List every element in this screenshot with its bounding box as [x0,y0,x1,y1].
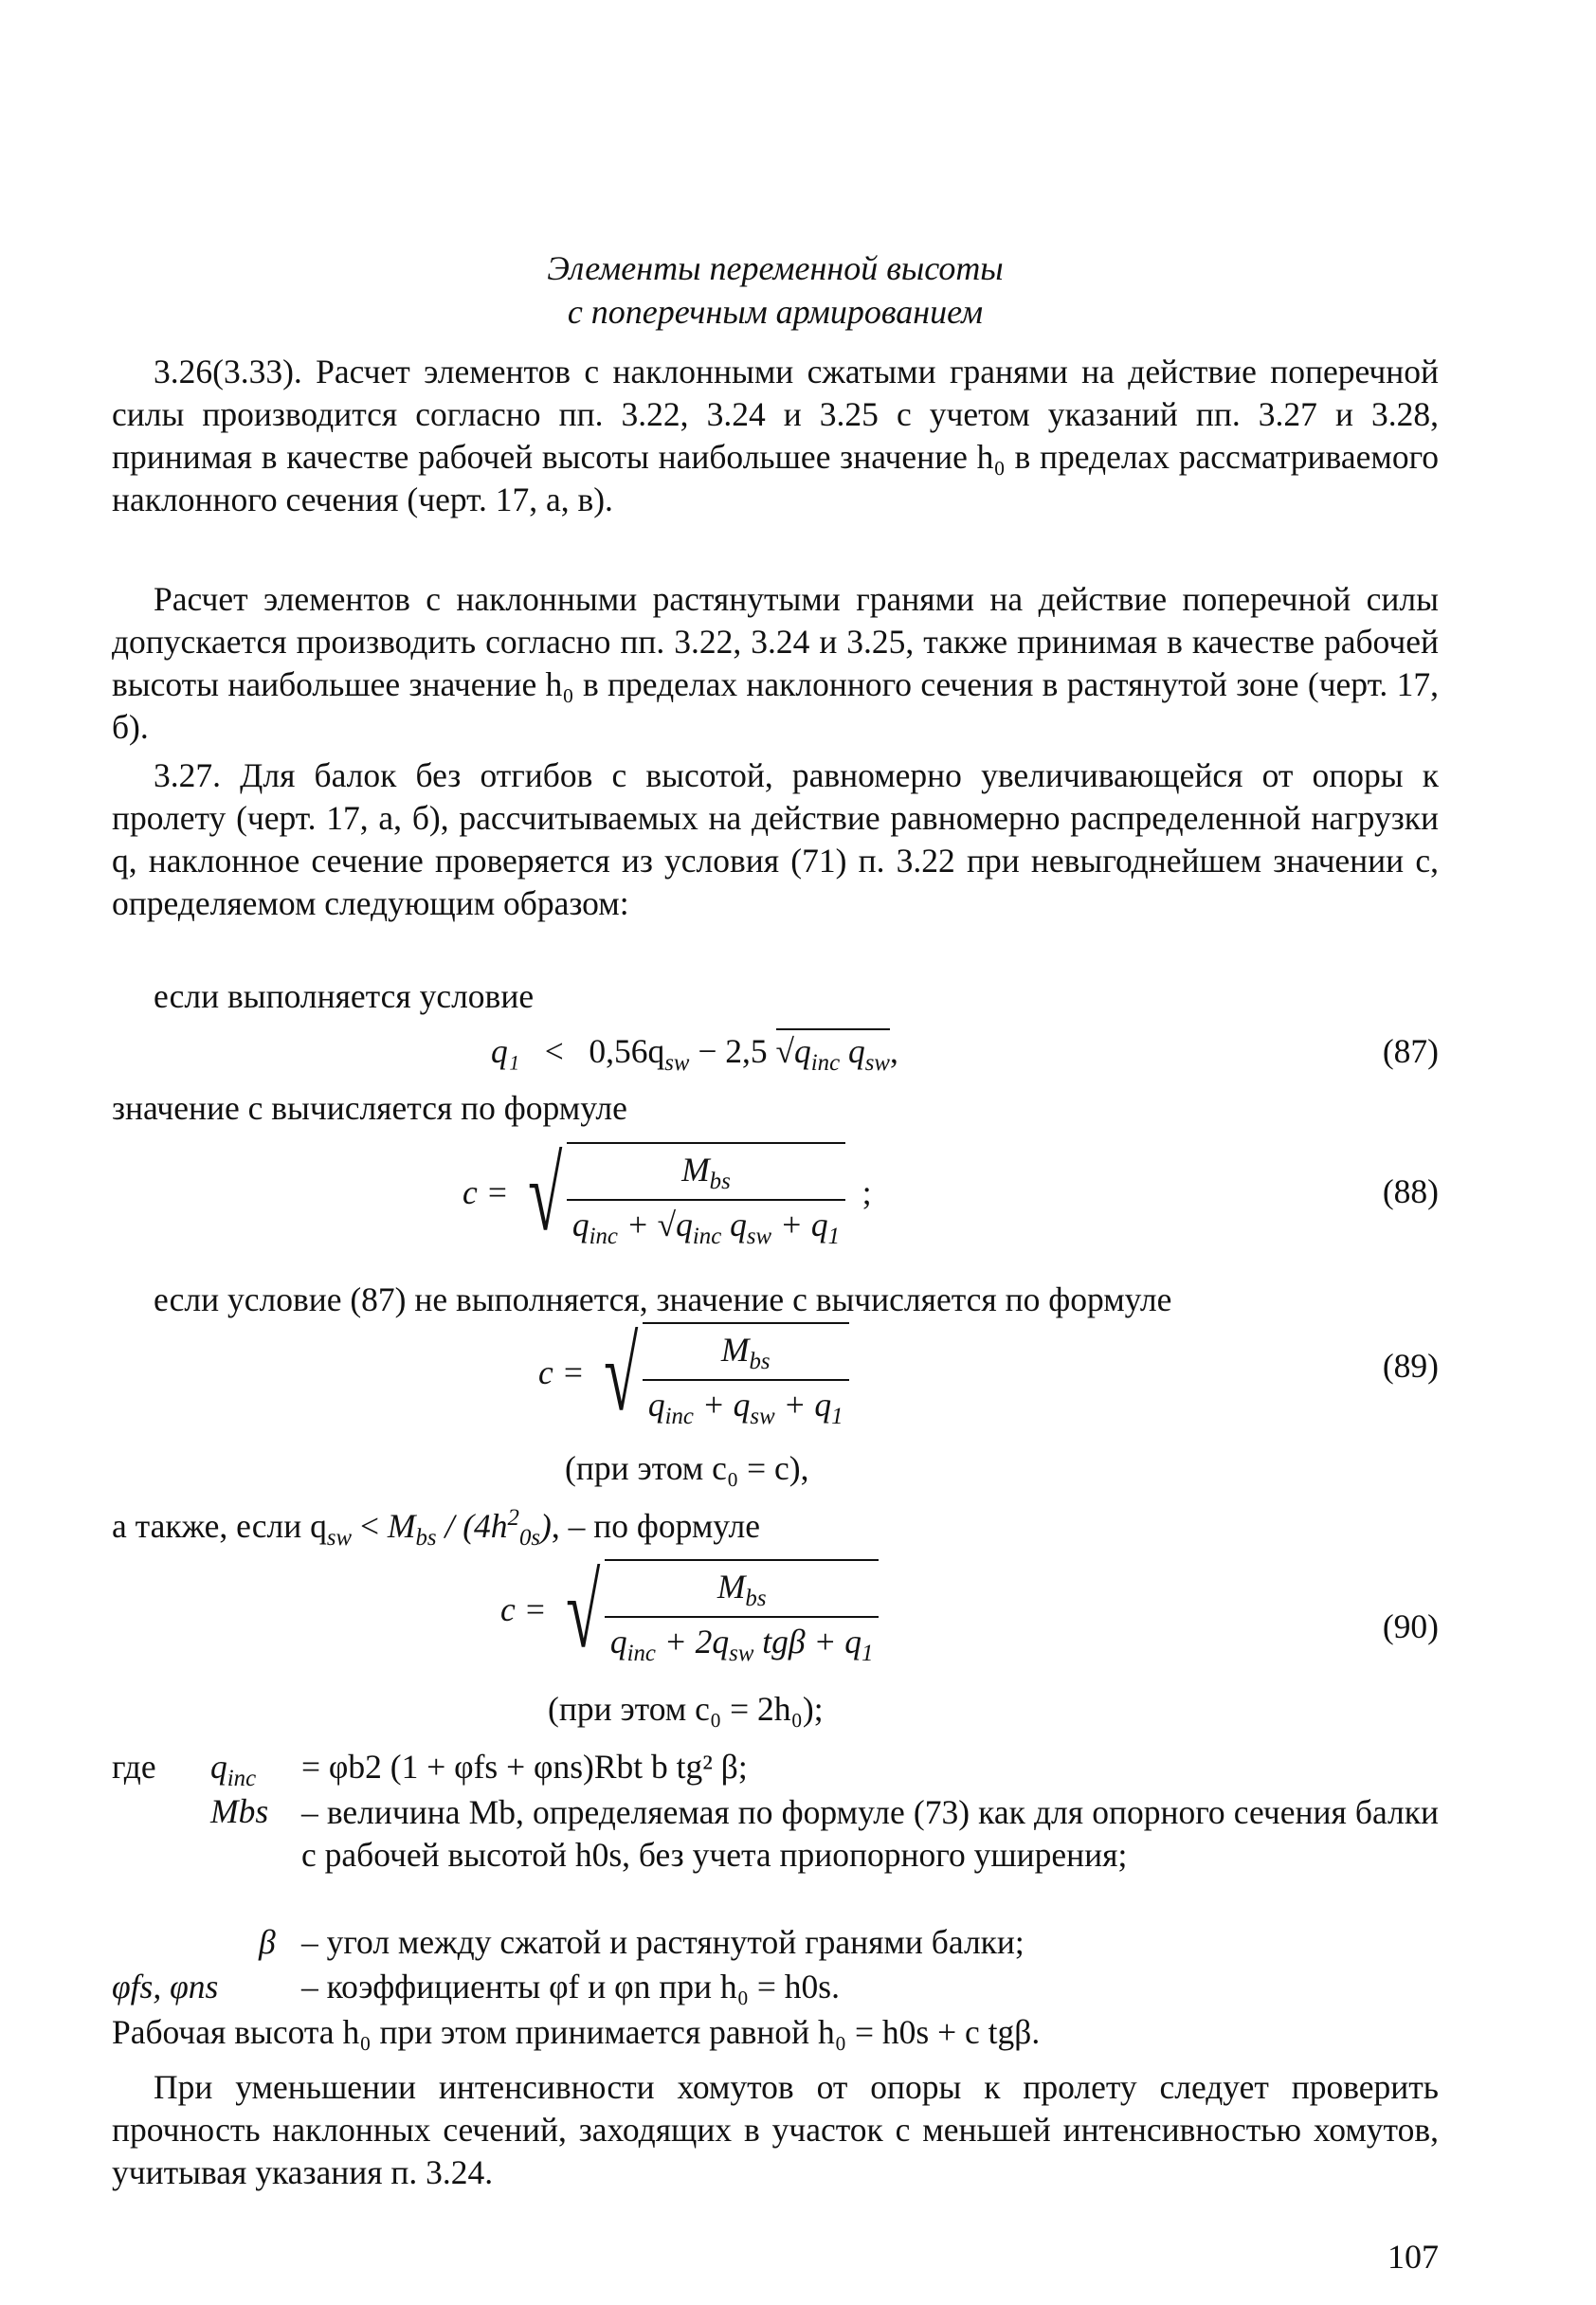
where-mbs-def: – величина Mb, определяемая по формуле (73) как для опорного сечения балки с рабочей высотой h0s, без учета приопорного уширения; [301,1793,1439,1874]
sqrt-icon: √ [604,1316,639,1432]
eq88-lhs: c = [462,1173,509,1212]
condition-text-2: если условие (87) не выполняется, значение c вычисляется по формуле [154,1280,1172,1318]
where-mbs-symbol: Mbs [210,1792,269,1830]
sqrt-icon: √ [528,1136,563,1252]
equation-89 [538,1316,849,1432]
equation-number-87: (87) [1382,1032,1439,1070]
eq87-lhs: q₁ [491,1032,520,1070]
page-number: 107 [1387,2238,1439,2276]
where-label: где [112,1748,156,1786]
equation-90 [500,1553,879,1669]
eq89-lhs: c = [538,1353,585,1392]
where-beta-symbol: β [259,1923,276,1961]
eq87-rhs-sub: sw [664,1050,690,1077]
section-heading-line-2: с поперечным армированием [567,293,984,331]
eq89-sqrt [592,1316,848,1432]
paragraph-3-27: 3.27. Для балок без отгибов с высотой, равномерно увеличивающейся от опоры к пролету (черт. 17, а, б), рассчитываемых на действие равномерно распределенной нагрузки q, наклонное сечение проверяется из условия (71) п. 3.22 при невыгоднейшем значении c, определяемом следующим образом: [112,756,1439,922]
eq87-minus: − 2,5 [698,1032,768,1070]
eq90-lhs: c = [500,1590,547,1629]
where-qinc-def: = φb2 (1 + φfs + φns)Rbt b tg² β; [301,1748,748,1786]
condition-3-tail: , – по формуле [551,1506,760,1545]
equation-87: q₁ < $0,56q_{sw} - 2,5$ $√q_{inc}$ $q_{sw}$, [491,1031,898,1077]
where-qinc-symbol: $q_{inc}$ [210,1748,257,1792]
eq87-rhs: 0,56q [589,1032,665,1070]
paragraph-3-26: 3.26(3.33). Расчет элементов с наклонными сжатыми гранями на действие поперечной силы производится согласно пп. 3.22, 3.24 и 3.25 с учетом указаний пп. 3.27 и 3.28, принимая в качестве рабочей высоты наибольшее значение h₀ в пределах рассматриваемого наклонного сечения (черт. 17, а, в). [112,353,1439,518]
condition-text-3: а также, если $q_{sw} < M_{bs} / (4h^2_{0s})$, – по формуле [112,1505,760,1551]
paragraph-working-height: Рабочая высота h₀ при этом принимается равной h₀ = h0s + c tgβ. [112,2013,1041,2051]
paragraph-stirrups: При уменьшении интенсивности хомутов от опоры к пролету следует проверить прочность наклонных сечений, заходящих в участок с меньшей интенсивностью хомутов, учитывая указания п. 3.24. [112,2068,1439,2191]
equation-number-88: (88) [1382,1172,1439,1210]
equation-88: c = √ $\frac{M_{bs}}{q_{inc} + √q_{inc} q_{sw} + q_1}$ ; [462,1136,872,1252]
equation-89-note: (при этом c₀ = c), [565,1449,809,1487]
eq88-sqrt [517,1136,845,1252]
eq87-root: $√q_{inc}$ $q_{sw}$ [776,1028,890,1070]
condition-text-1: если выполняется условие [154,977,535,1015]
eq88-fraction: $\frac{M_{bs}}{q_{inc} + √q_{inc} q_{sw} + q_1}$ [567,1150,845,1250]
calc-text-1: значение c вычисляется по формуле [112,1089,627,1127]
sqrt-icon: √ [566,1553,601,1669]
where-phi-symbol: φfs, φns [112,1968,219,2006]
section-heading-line-1: Элементы переменной высоты [547,249,1004,287]
eq90-fraction: $\frac{M_{bs}}{q_{inc} + 2q_{sw} tg\beta + q_1}$ [605,1567,880,1667]
paragraph-tension-faces: Расчет элементов с наклонными растянутыми гранями на действие поперечной силы допускается производить согласно пп. 3.22, 3.24 и 3.25, также принимая в качестве рабочей высоты наибольшее значение h₀ в пределах наклонного сечения в растянутой зоне (черт. 17, б). [112,580,1439,746]
where-phi-def: – коэффициенты φf и φn при h₀ = h0s. [301,1968,840,2006]
eq87-root-q: q [794,1032,811,1070]
condition-3-start: а также, если q [112,1506,327,1545]
equation-90-note: (при этом c₀ = 2h₀); [548,1690,824,1728]
eq87-rel: < [544,1032,564,1070]
equation-number-89: (89) [1382,1347,1439,1385]
eq90-sqrt [554,1553,879,1669]
where-beta-def: – угол между сжатой и растянутой гранями балки; [301,1923,1025,1961]
equation-number-90: (90) [1382,1607,1439,1645]
eq89-fraction: $\frac{M_{bs}}{q_{inc} + q_{sw} + q_1}$ [643,1330,849,1430]
